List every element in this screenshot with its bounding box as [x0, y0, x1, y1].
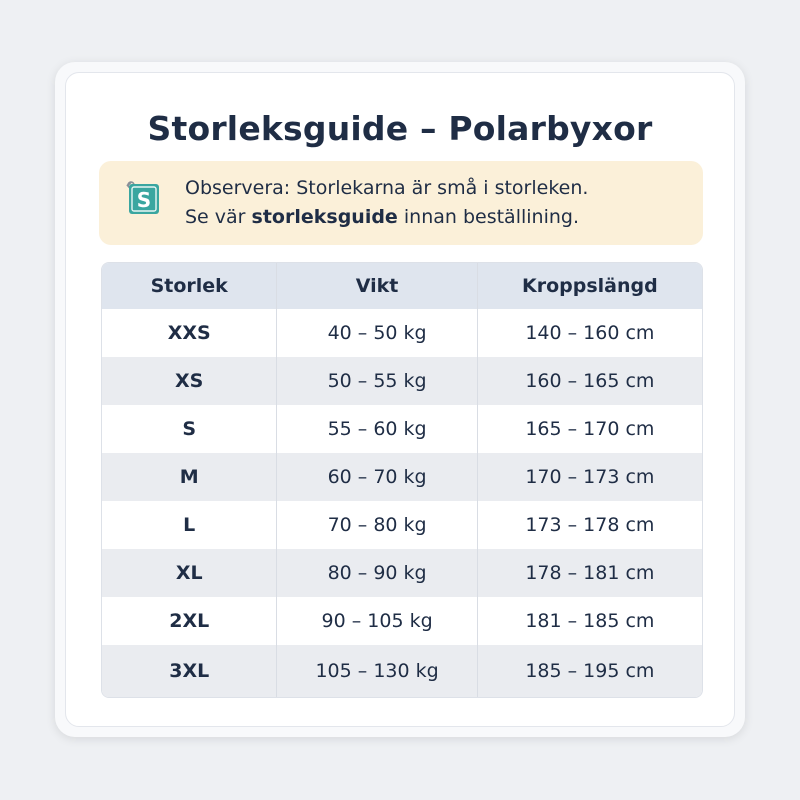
- table-row: [102, 645, 702, 697]
- height-cell: 160 – 165 cm: [477, 357, 702, 405]
- notice-text: [185, 174, 588, 232]
- weight-cell: 60 – 70 kg: [276, 453, 476, 501]
- size-cell: 3XL: [169, 660, 210, 682]
- notice-line-2: [185, 203, 588, 232]
- size-cell: XS: [175, 370, 204, 392]
- tag-letter: S: [136, 188, 152, 212]
- header-weight: Vikt: [276, 263, 476, 309]
- table-row: [102, 357, 702, 405]
- weight-cell: 105 – 130 kg: [276, 645, 476, 697]
- notice-size-guide-term: storleksguide: [251, 206, 398, 228]
- size-table: [101, 262, 703, 698]
- size-cell: S: [182, 418, 197, 440]
- table-row: [102, 405, 702, 453]
- height-cell: 140 – 160 cm: [477, 309, 702, 357]
- height-cell: 173 – 178 cm: [477, 501, 702, 549]
- size-cell: L: [183, 514, 196, 536]
- notice-banner: [99, 161, 703, 245]
- weight-cell: 70 – 80 kg: [276, 501, 476, 549]
- tag-s-icon: [123, 178, 161, 216]
- size-cell: M: [179, 466, 199, 488]
- size-cell: XL: [175, 562, 203, 584]
- table-row: [102, 309, 702, 357]
- notice-line-1: Observera: Storlekarna är små i storleken.: [185, 177, 589, 199]
- page-title: Storleksguide – Polarbyxor: [147, 109, 653, 148]
- header-height: Kroppslängd: [477, 263, 702, 309]
- table-header-row: [102, 263, 702, 309]
- weight-cell: 90 – 105 kg: [276, 597, 476, 645]
- table-row: [102, 453, 702, 501]
- size-cell: XXS: [167, 322, 211, 344]
- height-cell: 185 – 195 cm: [477, 645, 702, 697]
- height-cell: 165 – 170 cm: [477, 405, 702, 453]
- weight-cell: 80 – 90 kg: [276, 549, 476, 597]
- height-cell: 181 – 185 cm: [477, 597, 702, 645]
- weight-cell: 40 – 50 kg: [276, 309, 476, 357]
- size-guide-card: [55, 62, 745, 737]
- table-row: [102, 501, 702, 549]
- weight-cell: 55 – 60 kg: [276, 405, 476, 453]
- notice-line-2-post: innan beställining.: [397, 206, 579, 228]
- height-cell: 170 – 173 cm: [477, 453, 702, 501]
- notice-line-2-pre: Se vär: [185, 206, 252, 228]
- table-row: [102, 549, 702, 597]
- size-guide-panel: [65, 72, 735, 727]
- weight-cell: 50 – 55 kg: [276, 357, 476, 405]
- header-size: Storlek: [150, 275, 228, 297]
- table-row: [102, 597, 702, 645]
- size-cell: 2XL: [169, 610, 210, 632]
- height-cell: 178 – 181 cm: [477, 549, 702, 597]
